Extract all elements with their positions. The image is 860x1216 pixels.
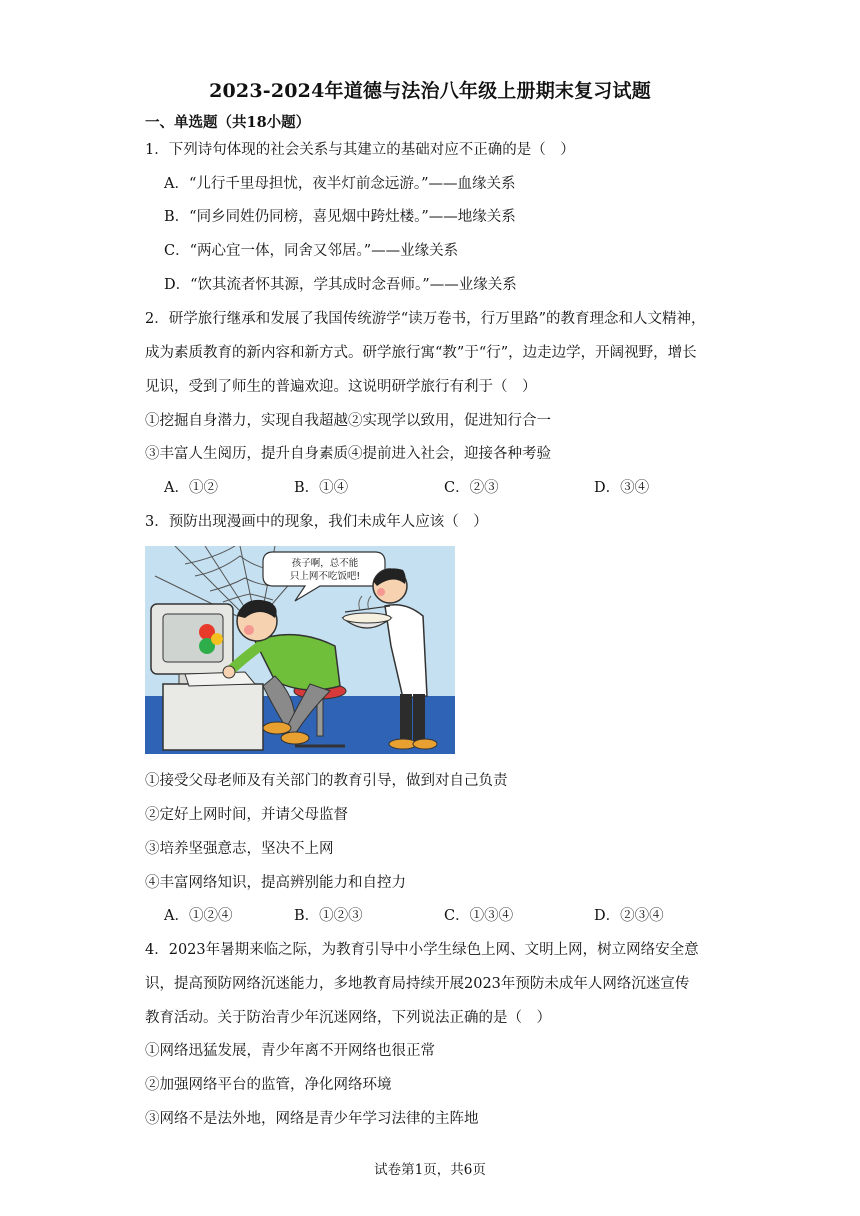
q4-statement: ①网络迅猛发展，青少年离不开网络也很正常 xyxy=(145,1043,435,1059)
q2-choice-b: B．①④ xyxy=(294,480,349,496)
q2-stem-line: 成为素质教育的新内容和新方式。研学旅行寓“教”于“行”，边走边学，开阔视野，增长 xyxy=(145,345,697,361)
section-heading: 一、单选题（共18小题） xyxy=(145,114,311,131)
q3-statement: ②定好上网时间，并请父母监督 xyxy=(145,807,348,823)
q2-stem-line: 见识，受到了师生的普遍欢迎。这说明研学旅行有利于（ ） xyxy=(145,379,537,395)
q1-option-b: B．“同乡同姓仍同榜，喜见烟中跨灶楼。”——地缘关系 xyxy=(164,209,516,225)
q1-option-a: A．“儿行千里母担忧，夜半灯前念远游。”——血缘关系 xyxy=(164,176,516,192)
q2-choice-d: D．③④ xyxy=(594,480,650,496)
q3-statement: ③培养坚强意志，坚决不上网 xyxy=(145,841,334,857)
q3-statement: ①接受父母老师及有关部门的教育引导，做到对自己负责 xyxy=(145,773,508,789)
q2-statement: ③丰富人生阅历，提升自身素质④提前进入社会，迎接各种考验 xyxy=(145,446,551,462)
page-footer: 试卷第1页，共6页 xyxy=(374,1162,486,1178)
q2-choice-c: C．②③ xyxy=(444,480,499,496)
q4-statement: ③网络不是法外地，网络是青少年学习法律的主阵地 xyxy=(145,1111,479,1127)
comic-speech-line: 孩子啊，总不能 xyxy=(291,558,359,569)
q4-stem-line: 4．2023年暑期来临之际，为教育引导中小学生绿色上网、文明上网，树立网络安全意 xyxy=(145,942,699,958)
q1-option-c: C．“两心宜一体，同舍又邻居。”——业缘关系 xyxy=(164,243,459,259)
q3-choice-c: C．①③④ xyxy=(444,908,514,924)
q3-choice-a: A．①②④ xyxy=(164,908,233,924)
q4-statement: ②加强网络平台的监管，净化网络环境 xyxy=(145,1077,392,1093)
q3-stem: 3．预防出现漫画中的现象，我们未成年人应该（ ） xyxy=(145,514,488,530)
q3-choice-b: B．①②③ xyxy=(294,908,363,924)
q3-choice-d: D．②③④ xyxy=(594,908,664,924)
q3-statement: ④丰富网络知识，提高辨别能力和自控力 xyxy=(145,875,406,891)
q2-statement: ①挖掘自身潜力，实现自我超越②实现学以致用，促进知行合一 xyxy=(145,413,551,429)
internet-addiction-comic xyxy=(145,546,455,754)
q2-stem-line: 2．研学旅行继承和发展了我国传统游学“读万卷书，行万里路”的教育理念和人文精神， xyxy=(145,311,706,327)
exam-title: 2023-2024年道德与法治八年级上册期末复习试题 xyxy=(209,80,651,102)
q2-choice-a: A．①② xyxy=(164,480,218,496)
comic-speech-line: 只上网不吃饭吧! xyxy=(289,571,361,582)
q4-stem-line: 教育活动。关于防治青少年沉迷网络，下列说法正确的是（ ） xyxy=(145,1010,551,1026)
q1-stem: 1．下列诗句体现的社会关系与其建立的基础对应不正确的是（ ） xyxy=(145,142,575,158)
q1-option-d: D．“饮其流者怀其源，学其成时念吾师。”——业缘关系 xyxy=(164,277,517,293)
q4-stem-line: 识，提高预防网络沉迷能力，多地教育局持续开展2023年预防未成年人网络沉迷宣传 xyxy=(145,976,690,992)
